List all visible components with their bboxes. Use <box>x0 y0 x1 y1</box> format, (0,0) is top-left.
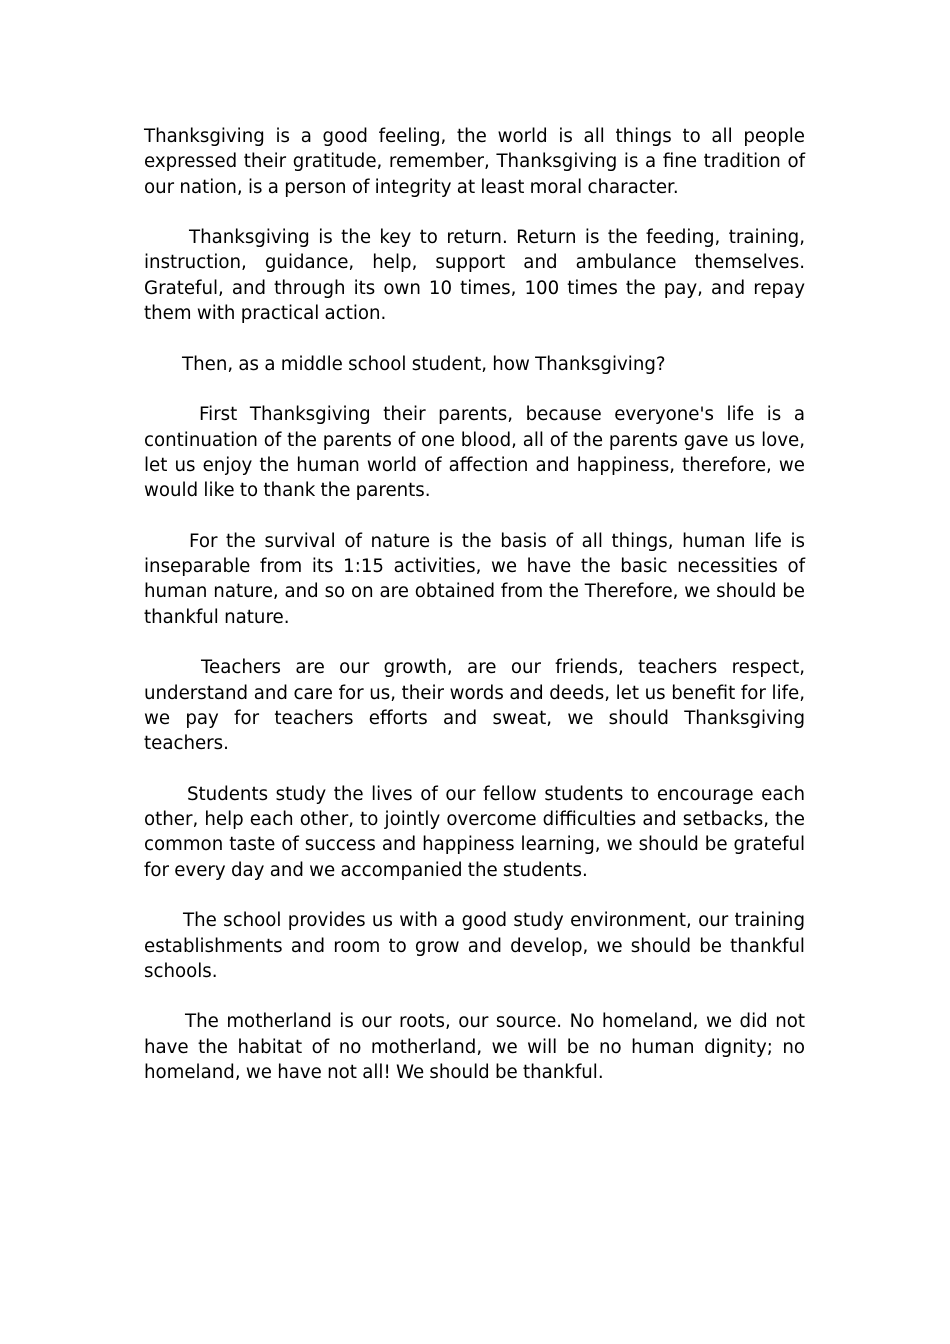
paragraph-school: The school provides us with a good study environment, our training establishments and room to grow and develop, we should be thankful schools. <box>144 910 805 982</box>
paragraph-students: Students study the lives of our fellow students to encourage each other, help each other, to jointly overcome difficulties and setbacks, the common taste of success and happiness learning, we should be grateful for every day and we accompanied the students. <box>144 783 805 881</box>
paragraph-key-to-return: Thanksgiving is the key to return. Return is the feeding, training, instruction, guidance, help, support and ambulance themselves. Grateful, and through its own 10 times, 100 times the pay, and repay them with practical action. <box>144 227 805 325</box>
paragraph-intro: Thanksgiving is a good feeling, the world is all things to all people expressed their gratitude, remember, Thanksgiving is a fine tradition of our nation, is a person of integrity at least moral character. <box>144 126 805 198</box>
paragraph-question: Then, as a middle school student, how Thanksgiving? <box>182 353 666 375</box>
paragraph-nature: For the survival of nature is the basis of all things, human life is inseparable from its 1:15 activities, we have the basic necessities of human nature, and so on are obtained from the Therefore, we should be thankful nature. <box>144 530 805 628</box>
paragraph-motherland: The motherland is our roots, our source. No homeland, we did not have the habitat of no motherland, we will be no human dignity; no homeland, we have not all! We should be thankful. <box>144 1011 805 1083</box>
document-body <box>144 124 805 1085</box>
paragraph-parents: First Thanksgiving their parents, because everyone's life is a continuation of the parents of one blood, all of the parents gave us love, let us enjoy the human world of affection and happiness, therefore, we would like to thank the parents. <box>144 404 805 502</box>
paragraph-teachers: Teachers are our growth, are our friends, teachers respect, understand and care for us, their words and deeds, let us benefit for life, we pay for teachers efforts and sweat, we should Thanksgiving teachers. <box>144 657 805 755</box>
